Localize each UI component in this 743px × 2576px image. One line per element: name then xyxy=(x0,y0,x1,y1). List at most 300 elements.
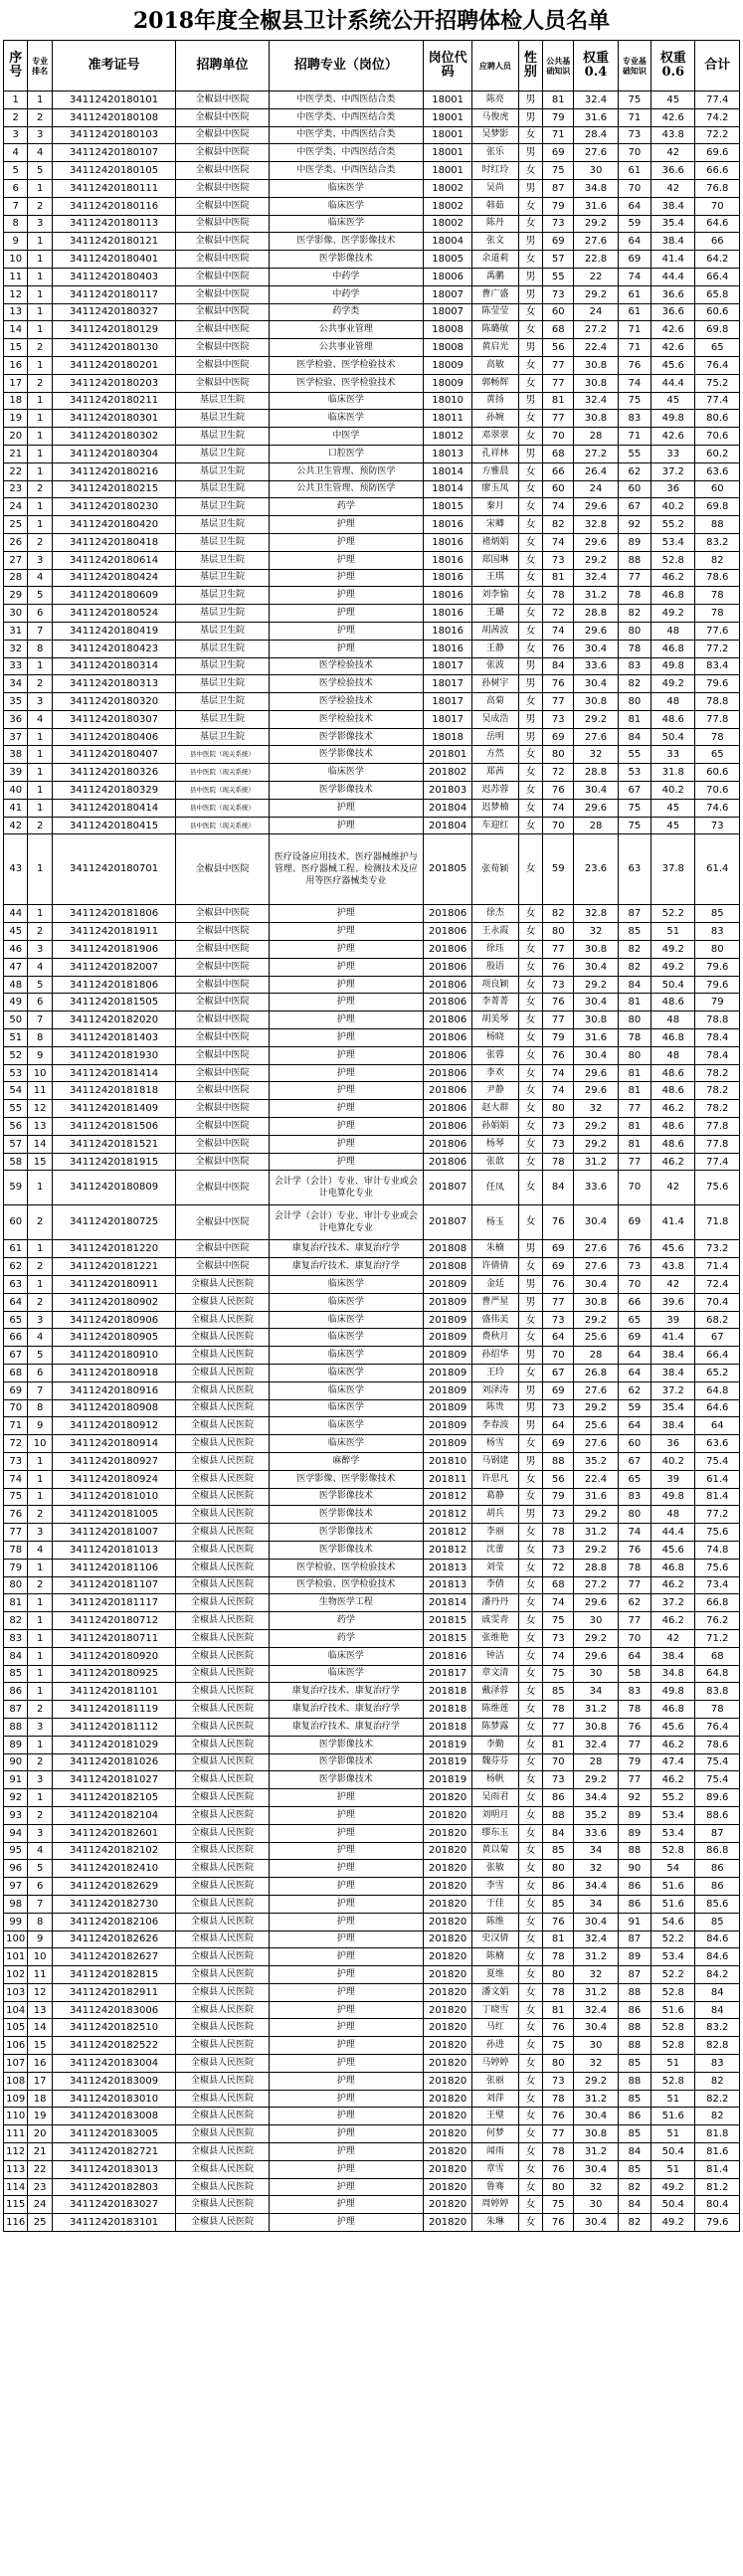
cell-gender: 男 xyxy=(518,1381,542,1399)
cell-position: 护理 xyxy=(269,941,424,959)
cell-w06: 40.2 xyxy=(651,1452,695,1470)
cell-score: 60 xyxy=(543,480,574,498)
cell-position: 医学影像、医学影像技术 xyxy=(269,233,424,251)
cell-rank: 2 xyxy=(28,817,52,834)
cell-ticket: 34112420181101 xyxy=(52,1683,175,1701)
cell-w04: 22 xyxy=(574,268,618,285)
table-row xyxy=(4,1118,740,1136)
cell-w06: 35.4 xyxy=(651,215,695,233)
cell-w04: 30.4 xyxy=(574,640,618,657)
table-row xyxy=(4,1824,740,1842)
cell-position: 药学 xyxy=(269,1629,424,1647)
cell-score: 73 xyxy=(543,551,574,569)
cell-w04: 31.2 xyxy=(574,1948,618,1966)
table-row xyxy=(4,1895,740,1913)
cell-code: 18017 xyxy=(424,710,472,728)
cell-seq: 96 xyxy=(4,1860,28,1878)
table-row xyxy=(4,1488,740,1506)
cell-position: 医学检验、医学检验技术 xyxy=(269,356,424,374)
cell-prof: 65 xyxy=(618,1470,650,1488)
cell-rank: 1 xyxy=(28,1665,52,1683)
cell-gender: 男 xyxy=(518,233,542,251)
cell-prof: 83 xyxy=(618,657,650,675)
table-row xyxy=(4,1665,740,1683)
cell-code: 201810 xyxy=(424,1452,472,1470)
cell-w06: 49.2 xyxy=(651,2178,695,2196)
cell-position: 护理 xyxy=(269,2001,424,2019)
cell-total: 78 xyxy=(695,605,740,623)
cell-name: 胡茜波 xyxy=(472,622,519,640)
cell-unit: 全椒县人民医院 xyxy=(176,1966,269,1984)
cell-w04: 32.4 xyxy=(574,2001,618,2019)
cell-seq: 72 xyxy=(4,1435,28,1453)
table-row xyxy=(4,834,740,905)
cell-w04: 34 xyxy=(574,1842,618,1860)
cell-prof: 81 xyxy=(618,1118,650,1136)
cell-w06: 40.2 xyxy=(651,498,695,516)
cell-rank: 3 xyxy=(28,1824,52,1842)
cell-code: 201818 xyxy=(424,1718,472,1736)
cell-code: 18010 xyxy=(424,392,472,410)
cell-total: 75.4 xyxy=(695,1452,740,1470)
cell-rank: 3 xyxy=(28,1771,52,1789)
cell-prof: 62 xyxy=(618,1594,650,1612)
cell-gender: 女 xyxy=(518,462,542,480)
cell-rank: 1 xyxy=(28,1470,52,1488)
cell-w06: 53.4 xyxy=(651,1948,695,1966)
cell-ticket: 34112420180912 xyxy=(52,1417,175,1435)
cell-total: 81.6 xyxy=(695,2143,740,2161)
cell-position: 护理 xyxy=(269,1064,424,1082)
cell-w04: 28 xyxy=(574,1753,618,1771)
cell-gender: 女 xyxy=(518,1983,542,2001)
cell-seq: 97 xyxy=(4,1878,28,1896)
cell-seq: 106 xyxy=(4,2037,28,2055)
cell-gender: 女 xyxy=(518,1878,542,1896)
cell-ticket: 34112420182007 xyxy=(52,958,175,976)
cell-total: 76.2 xyxy=(695,1612,740,1630)
cell-w04: 29.2 xyxy=(574,1311,618,1329)
cell-w06: 50.4 xyxy=(651,976,695,994)
cell-prof: 88 xyxy=(618,2037,650,2055)
cell-unit: 全椒县人民医院 xyxy=(176,1789,269,1807)
cell-unit: 全椒县中医院 xyxy=(176,162,269,180)
cell-gender: 男 xyxy=(518,1347,542,1365)
cell-gender: 女 xyxy=(518,1966,542,1984)
cell-seq: 61 xyxy=(4,1240,28,1258)
cell-total: 78.4 xyxy=(695,1029,740,1047)
cell-position: 医学影像技术 xyxy=(269,1753,424,1771)
cell-w04: 34 xyxy=(574,1895,618,1913)
cell-position: 护理 xyxy=(269,799,424,817)
cell-code: 201820 xyxy=(424,2125,472,2143)
header-w06: 权重0.6 xyxy=(651,41,695,92)
cell-name: 于佳 xyxy=(472,1895,519,1913)
cell-gender: 女 xyxy=(518,569,542,587)
cell-name: 刘明月 xyxy=(472,1806,519,1824)
cell-ticket: 34112420183027 xyxy=(52,2196,175,2214)
cell-gender: 女 xyxy=(518,2125,542,2143)
cell-unit: 基层卫生院 xyxy=(176,445,269,462)
cell-w04: 30.8 xyxy=(574,1012,618,1029)
cell-code: 201815 xyxy=(424,1629,472,1647)
cell-unit: 全椒县中医院 xyxy=(176,1100,269,1118)
cell-prof: 77 xyxy=(618,1771,650,1789)
cell-position: 临床医学 xyxy=(269,1276,424,1294)
table-row xyxy=(4,251,740,269)
cell-w06: 49.8 xyxy=(651,657,695,675)
cell-prof: 67 xyxy=(618,498,650,516)
cell-prof: 53 xyxy=(618,764,650,782)
cell-total: 79 xyxy=(695,994,740,1012)
cell-unit: 全椒县中医院 xyxy=(176,1153,269,1171)
cell-code: 201806 xyxy=(424,1029,472,1047)
cell-rank: 3 xyxy=(28,1524,52,1542)
cell-prof: 81 xyxy=(618,710,650,728)
cell-code: 18011 xyxy=(424,410,472,428)
cell-unit: 全椒县人民医院 xyxy=(176,1347,269,1365)
cell-name: 刘泽涛 xyxy=(472,1381,519,1399)
cell-seq: 82 xyxy=(4,1612,28,1630)
table-row xyxy=(4,1736,740,1753)
cell-gender: 女 xyxy=(518,799,542,817)
cell-w06: 42.6 xyxy=(651,428,695,446)
cell-prof: 80 xyxy=(618,1012,650,1029)
cell-w06: 48 xyxy=(651,622,695,640)
cell-total: 83.8 xyxy=(695,1683,740,1701)
cell-w06: 48.6 xyxy=(651,710,695,728)
cell-w06: 49.8 xyxy=(651,1488,695,1506)
cell-position: 护理 xyxy=(269,2125,424,2143)
cell-name: 王琪 xyxy=(472,569,519,587)
cell-unit: 全椒县人民医院 xyxy=(176,1452,269,1470)
cell-unit: 全椒县中医院 xyxy=(176,958,269,976)
cell-score: 80 xyxy=(543,1100,574,1118)
cell-position: 生物医学工程 xyxy=(269,1594,424,1612)
cell-name: 徐杰 xyxy=(472,905,519,923)
cell-name: 孔祥林 xyxy=(472,445,519,462)
cell-prof: 67 xyxy=(618,782,650,800)
cell-rank: 1 xyxy=(28,1276,52,1294)
header-seq: 序号 xyxy=(4,41,28,92)
cell-w06: 52.8 xyxy=(651,1842,695,1860)
cell-score: 68 xyxy=(543,445,574,462)
cell-prof: 69 xyxy=(618,1329,650,1347)
cell-rank: 6 xyxy=(28,605,52,623)
table-row xyxy=(4,392,740,410)
cell-rank: 7 xyxy=(28,1012,52,1029)
cell-position: 医疗设备应用技术、医疗器械维护与管理、医疗器械工程、检测技术及应用等医疗器械类专业 xyxy=(269,834,424,905)
cell-w06: 52.2 xyxy=(651,1931,695,1948)
cell-w06: 52.2 xyxy=(651,905,695,923)
cell-rank: 3 xyxy=(28,126,52,144)
cell-score: 70 xyxy=(543,817,574,834)
cell-total: 70.4 xyxy=(695,1293,740,1311)
cell-prof: 64 xyxy=(618,1417,650,1435)
cell-w04: 31.2 xyxy=(574,1983,618,2001)
table-row xyxy=(4,1683,740,1701)
cell-name: 陈梦露 xyxy=(472,1718,519,1736)
cell-score: 75 xyxy=(543,1665,574,1683)
cell-unit: 全椒县中医院 xyxy=(176,834,269,905)
table-row xyxy=(4,994,740,1012)
cell-w04: 30.4 xyxy=(574,2019,618,2037)
cell-w04: 27.2 xyxy=(574,445,618,462)
cell-rank: 1 xyxy=(28,285,52,303)
cell-position: 药学 xyxy=(269,1612,424,1630)
cell-gender: 女 xyxy=(518,1612,542,1630)
cell-score: 87 xyxy=(543,179,574,197)
cell-gender: 女 xyxy=(518,622,542,640)
cell-score: 57 xyxy=(543,251,574,269)
cell-w06: 37.2 xyxy=(651,1381,695,1399)
cell-code: 201820 xyxy=(424,1895,472,1913)
cell-unit: 全椒县人民医院 xyxy=(176,1541,269,1559)
cell-position: 护理 xyxy=(269,2072,424,2090)
cell-rank: 2 xyxy=(28,675,52,693)
cell-position: 护理 xyxy=(269,1029,424,1047)
cell-seq: 92 xyxy=(4,1789,28,1807)
cell-seq: 60 xyxy=(4,1205,28,1240)
cell-ticket: 34112420182105 xyxy=(52,1789,175,1807)
cell-position: 临床医学 xyxy=(269,1347,424,1365)
table-row xyxy=(4,1258,740,1276)
cell-w04: 30 xyxy=(574,1612,618,1630)
cell-code: 18001 xyxy=(424,162,472,180)
cell-total: 85 xyxy=(695,1913,740,1931)
cell-gender: 女 xyxy=(518,1559,542,1576)
cell-ticket: 34112420181029 xyxy=(52,1736,175,1753)
cell-gender: 男 xyxy=(518,392,542,410)
table-row xyxy=(4,516,740,534)
cell-w04: 29.6 xyxy=(574,498,618,516)
cell-ticket: 34112420180108 xyxy=(52,108,175,126)
table-row xyxy=(4,1029,740,1047)
cell-code: 18016 xyxy=(424,622,472,640)
cell-ticket: 34112420180916 xyxy=(52,1381,175,1399)
cell-name: 刘萍 xyxy=(472,2090,519,2108)
table-row xyxy=(4,1541,740,1559)
cell-rank: 1 xyxy=(28,1594,52,1612)
cell-total: 78 xyxy=(695,587,740,605)
cell-unit: 全椒县人民医院 xyxy=(176,1559,269,1576)
cell-w04: 31.2 xyxy=(574,2143,618,2161)
table-body xyxy=(4,92,740,2232)
cell-unit: 全椒县人民医院 xyxy=(176,1381,269,1399)
cell-score: 69 xyxy=(543,1381,574,1399)
table-row xyxy=(4,179,740,197)
cell-unit: 全椒县人民医院 xyxy=(176,2196,269,2214)
cell-score: 72 xyxy=(543,605,574,623)
cell-rank: 2 xyxy=(28,480,52,498)
cell-w06: 46.2 xyxy=(651,1153,695,1171)
cell-code: 18016 xyxy=(424,605,472,623)
cell-total: 71.2 xyxy=(695,1629,740,1647)
cell-total: 78.4 xyxy=(695,1046,740,1064)
cell-position: 临床医学 xyxy=(269,197,424,215)
cell-w04: 22.4 xyxy=(574,339,618,357)
cell-total: 65.2 xyxy=(695,1365,740,1382)
cell-w06: 39.6 xyxy=(651,1293,695,1311)
cell-code: 201811 xyxy=(424,1470,472,1488)
cell-gender: 女 xyxy=(518,551,542,569)
cell-unit: 全椒县中医院 xyxy=(176,1064,269,1082)
cell-total: 72.2 xyxy=(695,126,740,144)
cell-w06: 37.2 xyxy=(651,1594,695,1612)
cell-total: 86.8 xyxy=(695,1842,740,1860)
cell-seq: 86 xyxy=(4,1683,28,1701)
cell-code: 201807 xyxy=(424,1171,472,1205)
cell-w04: 32.4 xyxy=(574,569,618,587)
cell-ticket: 34112420180927 xyxy=(52,1452,175,1470)
cell-name: 尹静 xyxy=(472,1082,519,1100)
cell-prof: 85 xyxy=(618,923,650,941)
table-row xyxy=(4,144,740,162)
cell-prof: 64 xyxy=(618,233,650,251)
cell-w06: 54.6 xyxy=(651,1913,695,1931)
cell-gender: 女 xyxy=(518,1683,542,1701)
cell-rank: 8 xyxy=(28,1029,52,1047)
cell-score: 73 xyxy=(543,1506,574,1524)
cell-prof: 79 xyxy=(618,1753,650,1771)
table-row xyxy=(4,1046,740,1064)
cell-unit: 基层卫生院 xyxy=(176,728,269,746)
cell-total: 60.6 xyxy=(695,303,740,321)
cell-rank: 1 xyxy=(28,782,52,800)
cell-code: 18016 xyxy=(424,533,472,551)
cell-w04: 32 xyxy=(574,1100,618,1118)
table-row xyxy=(4,923,740,941)
cell-seq: 99 xyxy=(4,1913,28,1931)
cell-w04: 30.4 xyxy=(574,2160,618,2178)
cell-rank: 4 xyxy=(28,1541,52,1559)
cell-code: 18016 xyxy=(424,569,472,587)
cell-rank: 1 xyxy=(28,1736,52,1753)
cell-name: 张波 xyxy=(472,657,519,675)
cell-w06: 46.8 xyxy=(651,1029,695,1047)
cell-w04: 32.8 xyxy=(574,905,618,923)
cell-gender: 女 xyxy=(518,782,542,800)
cell-w04: 32 xyxy=(574,2055,618,2073)
cell-w04: 29.2 xyxy=(574,215,618,233)
cell-total: 66 xyxy=(695,233,740,251)
cell-rank: 3 xyxy=(28,1718,52,1736)
cell-position: 护理 xyxy=(269,1118,424,1136)
cell-w06: 38.4 xyxy=(651,1347,695,1365)
cell-code: 201816 xyxy=(424,1647,472,1665)
cell-score: 78 xyxy=(543,1524,574,1542)
cell-name: 黄启光 xyxy=(472,339,519,357)
cell-name: 韩茹 xyxy=(472,197,519,215)
cell-w06: 39 xyxy=(651,1311,695,1329)
cell-unit: 全椒县人民医院 xyxy=(176,2143,269,2161)
cell-rank: 22 xyxy=(28,2160,52,2178)
cell-unit: 全椒县中医院 xyxy=(176,905,269,923)
cell-ticket: 34112420180314 xyxy=(52,657,175,675)
cell-total: 64.2 xyxy=(695,251,740,269)
cell-ticket: 34112420183008 xyxy=(52,2108,175,2125)
cell-w06: 49.2 xyxy=(651,675,695,693)
cell-position: 医学影像技术 xyxy=(269,1736,424,1753)
cell-unit: 全椒县人民医院 xyxy=(176,2125,269,2143)
cell-gender: 女 xyxy=(518,2196,542,2214)
cell-prof: 89 xyxy=(618,1948,650,1966)
cell-score: 59 xyxy=(543,834,574,905)
cell-score: 77 xyxy=(543,2125,574,2143)
cell-code: 201820 xyxy=(424,2019,472,2037)
cell-unit: 全椒县中医院 xyxy=(176,126,269,144)
cell-name: 许思凡 xyxy=(472,1470,519,1488)
cell-rank: 10 xyxy=(28,1064,52,1082)
cell-gender: 女 xyxy=(518,1488,542,1506)
cell-rank: 16 xyxy=(28,2055,52,2073)
cell-w06: 42 xyxy=(651,179,695,197)
cell-position: 公共卫生管理、预防医学 xyxy=(269,480,424,498)
cell-score: 64 xyxy=(543,1329,574,1347)
cell-position: 公共事业管理 xyxy=(269,339,424,357)
cell-code: 201806 xyxy=(424,923,472,941)
cell-name: 岳明 xyxy=(472,728,519,746)
cell-score: 73 xyxy=(543,1771,574,1789)
cell-total: 78.6 xyxy=(695,1736,740,1753)
cell-position: 护理 xyxy=(269,958,424,976)
cell-total: 70 xyxy=(695,197,740,215)
cell-name: 曹广盛 xyxy=(472,285,519,303)
cell-unit: 全椒县人民医院 xyxy=(176,1647,269,1665)
cell-unit: 基层卫生院 xyxy=(176,551,269,569)
cell-total: 82 xyxy=(695,2108,740,2125)
cell-rank: 7 xyxy=(28,1381,52,1399)
cell-gender: 女 xyxy=(518,1860,542,1878)
cell-gender: 女 xyxy=(518,2055,542,2073)
cell-code: 201817 xyxy=(424,1665,472,1683)
cell-gender: 女 xyxy=(518,1082,542,1100)
cell-gender: 女 xyxy=(518,2072,542,2090)
cell-seq: 114 xyxy=(4,2178,28,2196)
cell-w06: 48 xyxy=(651,1046,695,1064)
cell-gender: 女 xyxy=(518,1913,542,1931)
cell-position: 护理 xyxy=(269,976,424,994)
cell-position: 中医学类、中西医结合类 xyxy=(269,108,424,126)
cell-prof: 80 xyxy=(618,1046,650,1064)
cell-total: 66.6 xyxy=(695,162,740,180)
cell-seq: 80 xyxy=(4,1576,28,1594)
cell-code: 201806 xyxy=(424,994,472,1012)
cell-seq: 27 xyxy=(4,551,28,569)
cell-ticket: 34112420180401 xyxy=(52,251,175,269)
cell-ticket: 34112420181220 xyxy=(52,1240,175,1258)
cell-position: 护理 xyxy=(269,1082,424,1100)
cell-total: 66.4 xyxy=(695,1347,740,1365)
cell-score: 56 xyxy=(543,339,574,357)
cell-code: 201806 xyxy=(424,958,472,976)
cell-total: 75.6 xyxy=(695,1559,740,1576)
cell-score: 76 xyxy=(543,675,574,693)
cell-w04: 22.8 xyxy=(574,251,618,269)
cell-position: 护理 xyxy=(269,1842,424,1860)
cell-name: 廖玉凤 xyxy=(472,480,519,498)
cell-score: 64 xyxy=(543,1417,574,1435)
cell-w06: 55.2 xyxy=(651,1789,695,1807)
cell-prof: 83 xyxy=(618,1683,650,1701)
cell-unit: 全椒县人民医院 xyxy=(176,1629,269,1647)
cell-unit: 全椒县人民医院 xyxy=(176,1488,269,1506)
cell-position: 护理 xyxy=(269,2178,424,2196)
cell-seq: 21 xyxy=(4,445,28,462)
cell-unit: 全椒县人民医院 xyxy=(176,1771,269,1789)
cell-ticket: 34112420183006 xyxy=(52,2001,175,2019)
cell-prof: 86 xyxy=(618,1878,650,1896)
